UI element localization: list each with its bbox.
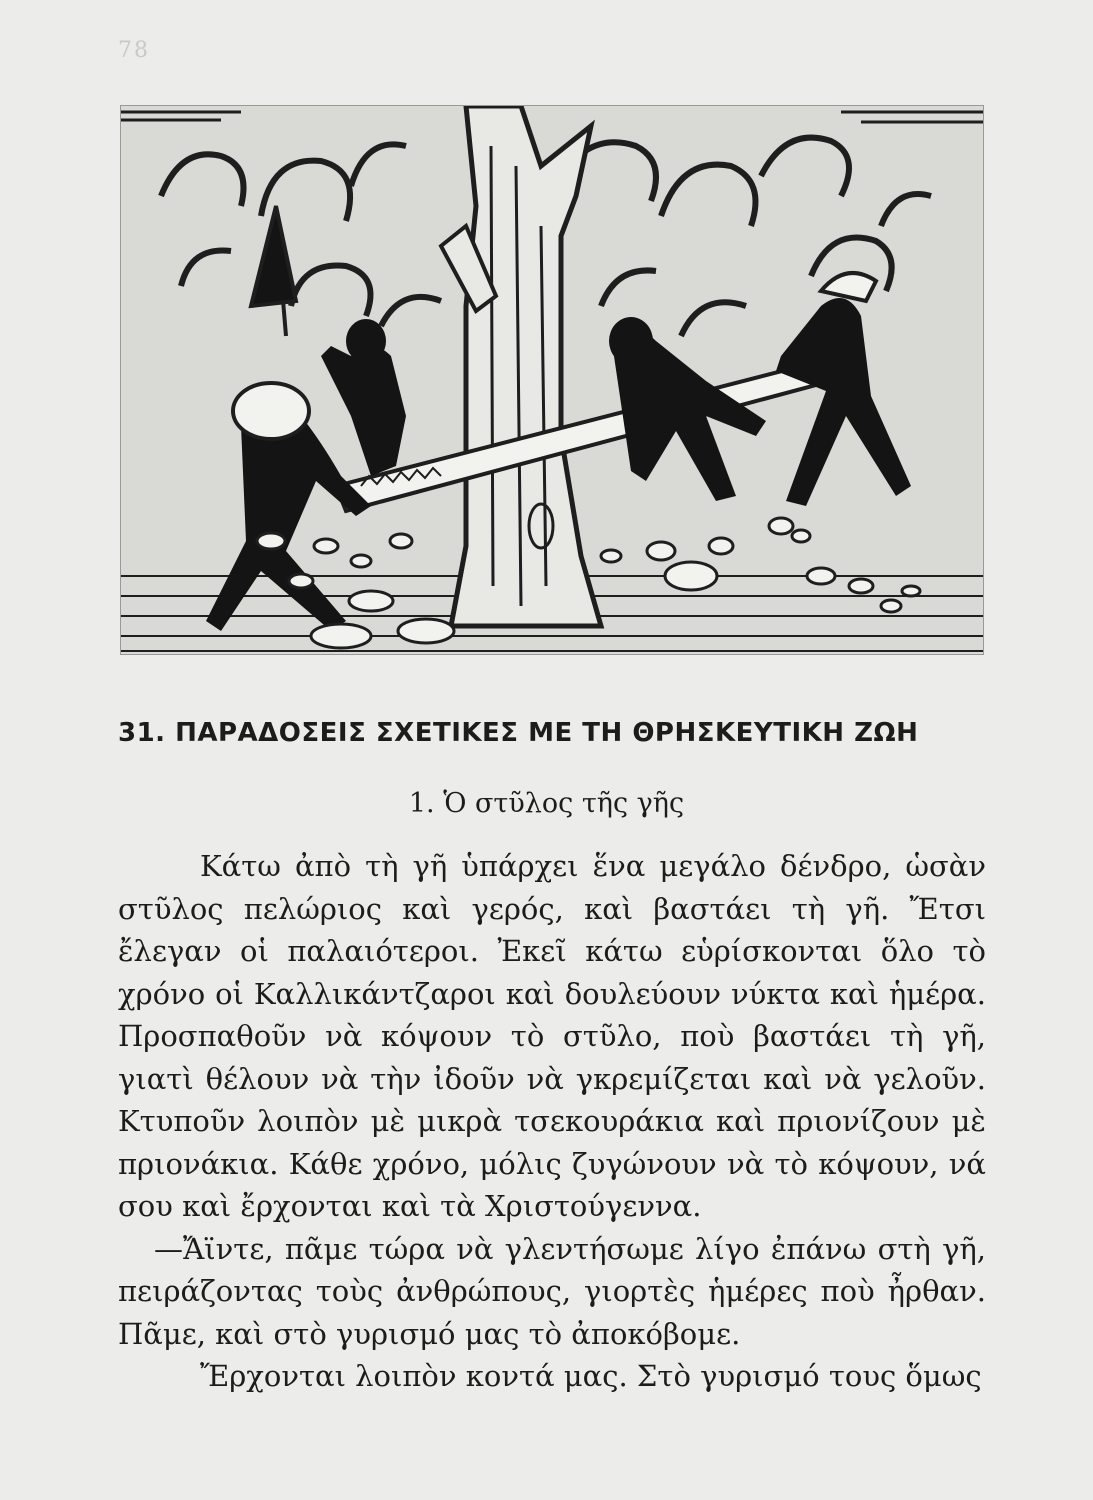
tree-trunk <box>451 106 601 626</box>
paragraph: —Ἄϊντε, πᾶμε τώρα νὰ γλεντήσωμε λίγο ἐπάνω στὴ γῆ, πειράζοντας τοὺς ἀνθρώπους, γιορτὲς ἡμέρες ποὺ ἦρθαν. Πᾶμε, καὶ στὸ γυρισμό μας τὸ ἀποκόβομε. <box>118 1231 986 1351</box>
saw <box>336 361 831 511</box>
page-number: 78 <box>118 38 150 63</box>
illustration <box>120 105 984 655</box>
paragraph: Κάτω ἀπὸ τὴ γῆ ὑπάρχει ἕνα μεγάλο δένδρο, ὡσὰν στῦλος πελώριος καὶ γερός, καὶ βαστάει τὴ γῆ. Ἔτσι ἔλεγαν οἱ παλαιότεροι. Ἐκεῖ κάτω εὑρίσκονται ὅλο τὸ χρόνο οἱ Καλλικάντζαροι καὶ δουλεύουν νύκτα καὶ ἡμέρα. Προσπαθοῦν νὰ κόψουν τὸ στῦλο, ποὺ βαστάει τὴ γῆ, γιατὶ θέλουν νὰ τὴν ἰδοῦν νὰ γκρεμίζεται καὶ νὰ γελοῦν. Κτυποῦν λοιπὸν μὲ μικρὰ τσεκουράκια καὶ πριονίζουν μὲ πριονάκια. Κάθε χρόνο, μόλις ζυγώνουν νὰ τὸ κόψουν, νά σου καὶ ἔρχονται καὶ τὰ Χριστούγεννα. <box>118 849 986 1223</box>
chapter-title: 31. ΠΑΡΑΔΟΣΕΙΣ ΣΧΕΤΙΚΕΣ ΜΕ ΤΗ ΘΡΗΣΚΕΥΤΙΚΗ ΖΩΗ <box>118 718 919 748</box>
sky-lines <box>121 112 983 122</box>
tree-saw-goblins-illustration <box>121 106 983 654</box>
paragraph: Ἔρχονται λοιπὸν κοντά μας. Στὸ γυρισμό τους ὅμως <box>200 1359 982 1393</box>
umbrella <box>251 206 296 336</box>
goblin-right <box>776 298 911 506</box>
goblin-waving <box>321 346 406 476</box>
body-text <box>118 845 986 1398</box>
section-title: 1. Ὁ στῦλος τῆς γῆς <box>408 788 685 819</box>
